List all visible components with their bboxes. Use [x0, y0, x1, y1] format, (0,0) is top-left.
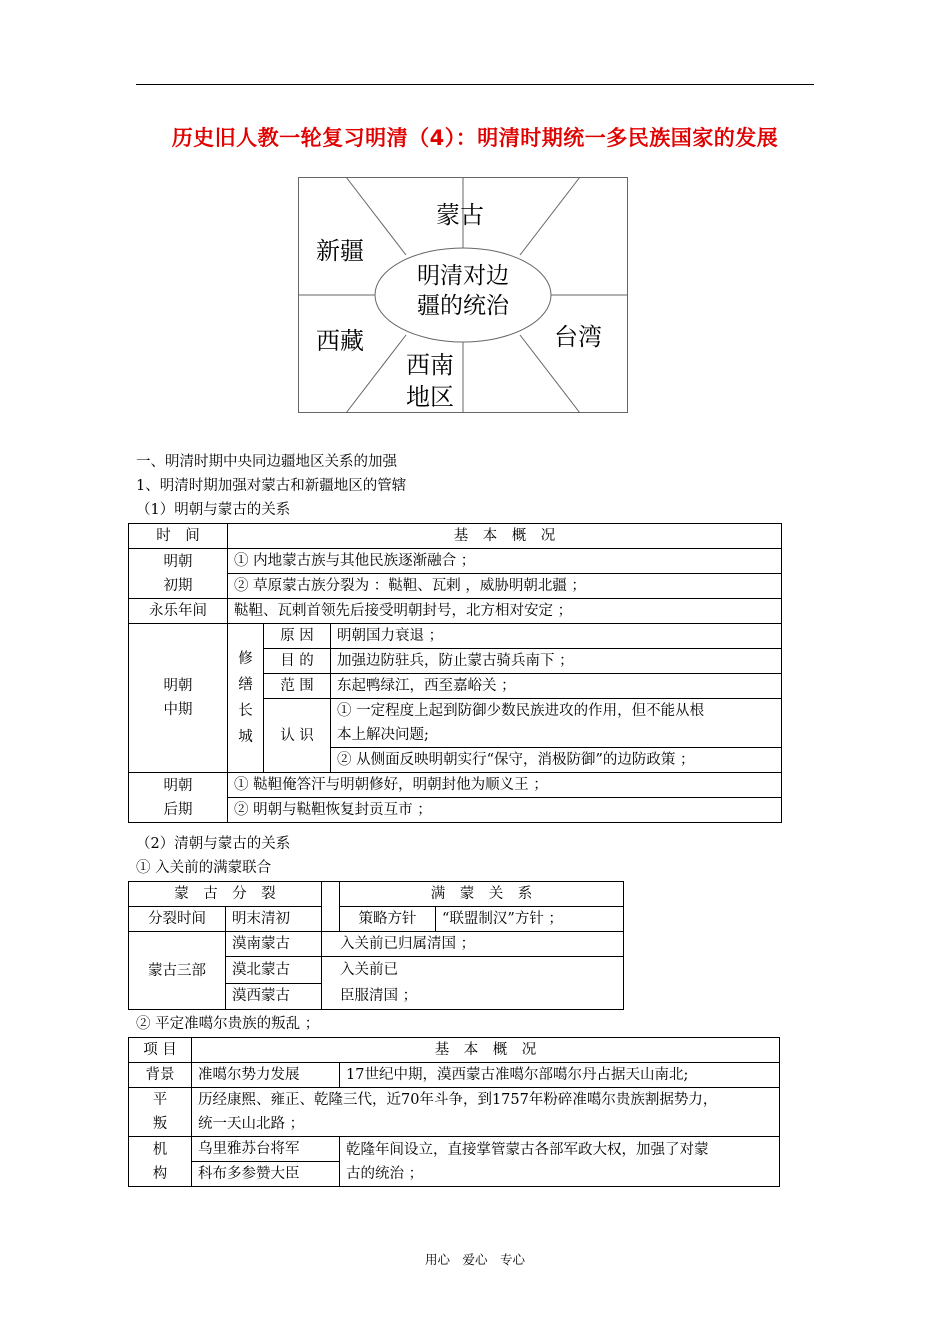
split-time: 明末清初 [226, 907, 322, 932]
table-row [129, 773, 782, 798]
period-yongle: 永乐年间 [129, 599, 228, 624]
table-row [129, 907, 624, 932]
header-item: 项 目 [129, 1038, 192, 1063]
view-point-a: ① 一定程度上起到防御少数民族进攻的作用，但不能从根 本上解决问题; [331, 699, 782, 748]
table-row [129, 624, 782, 649]
pacify-text: 历经康熙、雍正、乾隆三代，近70年斗争，到1757年粉碎准噶尔贵族割据势力， 统一天山北路 ； [192, 1088, 780, 1137]
purpose-text: 加强边防驻兵，防止蒙古骑兵南下 ； [331, 649, 782, 674]
table-row [129, 1063, 780, 1088]
org-text: 乾隆年间设立，直接掌管蒙古各部军政大权，加强了对蒙 古的统治 ； [340, 1137, 780, 1187]
org-label: 机 构 [129, 1137, 192, 1187]
header-relation: 满 蒙 关 系 [340, 882, 624, 907]
org-b: 科布多参赞大臣 [192, 1162, 340, 1187]
label-southwest-1: 西南 [406, 351, 454, 379]
early-point-b: ② 草原蒙古族分裂为 ：鞑靼、瓦剌 ，威胁明朝北疆 ； [228, 574, 782, 599]
table2-caption: （2）清朝与蒙古的关系 [136, 836, 291, 852]
item-2-heading: ② 平定准噶尔贵族的叛乱 ； [136, 1016, 320, 1032]
strategy-label: 策略方针 [340, 907, 436, 932]
diagram-center [388, 261, 538, 321]
item-1-heading: ① 入关前的满蒙联合 [136, 860, 272, 876]
north-west-text: 入关前已 臣服清国 ； [322, 957, 624, 1010]
background-label: 背景 [129, 1063, 192, 1088]
background-b: 17世纪中期，漠西蒙古准噶尔部噶尔丹占据天山南北; [340, 1063, 780, 1088]
scope-label: 范 围 [264, 674, 331, 699]
center-line-1: 明清对边 [417, 263, 509, 289]
late-point-b: ② 明朝与鞑靼恢复封贡互市 ； [228, 798, 782, 823]
period-mid: 明朝 中期 [129, 624, 228, 773]
manchu-mongol-table [128, 881, 624, 1010]
scope-text: 东起鸭绿江，西至嘉峪关 ； [331, 674, 782, 699]
header-split: 蒙 古 分 裂 [129, 882, 322, 907]
table1-caption: （1）明朝与蒙古的关系 [136, 502, 291, 518]
subsection-heading: 1、明清时期加强对蒙古和新疆地区的管辖 [136, 478, 407, 494]
period-early: 明朝 初期 [129, 549, 228, 599]
view-label: 认 识 [264, 699, 331, 773]
label-southwest-2: 地区 [406, 383, 454, 411]
reason-label: 原 因 [264, 624, 331, 649]
tribe-north: 漠北蒙古 [226, 957, 322, 984]
label-xinjiang: 新疆 [316, 237, 364, 265]
dzungar-table [128, 1037, 780, 1187]
section-heading: 一、明清时期中央同边疆地区关系的加强 [136, 454, 397, 470]
table-row [129, 932, 624, 957]
table-row [129, 1137, 780, 1162]
page-footer: 用心 爱心 专心 [424, 1252, 525, 1267]
table-row [129, 524, 782, 549]
yongle-text: 鞑靼、瓦剌首领先后接受明朝封号，北方相对安定 ； [228, 599, 782, 624]
table-row [129, 549, 782, 574]
table-row [129, 1088, 780, 1137]
table-row [129, 882, 624, 907]
south-text: 入关前已归属清国 ； [322, 932, 624, 957]
center-line-2: 疆的统治 [417, 293, 509, 319]
great-wall-label: 修 缮 长 城 [228, 624, 264, 773]
header-basic: 基 本 概 况 [192, 1038, 780, 1063]
page-title: 历史旧人教一轮复习明清（4）：明清时期统一多民族国家的发展 [171, 126, 779, 150]
label-tibet: 西藏 [316, 327, 364, 355]
period-late: 明朝 后期 [129, 773, 228, 823]
table-row [129, 599, 782, 624]
tribe-south: 漠南蒙古 [226, 932, 322, 957]
purpose-label: 目 的 [264, 649, 331, 674]
tribe-west: 漠西蒙古 [226, 983, 322, 1010]
three-tribes-label: 蒙古三部 [129, 932, 226, 1010]
ming-mongol-table [128, 523, 782, 823]
background-a: 准噶尔势力发展 [192, 1063, 340, 1088]
late-point-a: ① 鞑靼俺答汗与明朝修好，明朝封他为顺义王 ； [228, 773, 782, 798]
frontier-diagram [298, 177, 628, 413]
pacify-label: 平 叛 [129, 1088, 192, 1137]
header-rule [136, 84, 814, 85]
label-taiwan: 台湾 [554, 323, 602, 351]
header-time: 时 间 [129, 524, 228, 549]
split-time-label: 分裂时间 [129, 907, 226, 932]
early-point-a: ① 内地蒙古族与其他民族逐渐融合 ； [228, 549, 782, 574]
table-row [129, 1038, 780, 1063]
reason-text: 明朝国力衰退 ； [331, 624, 782, 649]
header-basic: 基 本 概 况 [228, 524, 782, 549]
separator [322, 882, 340, 932]
org-a: 乌里雅苏台将军 [192, 1137, 340, 1162]
label-mongolia: 蒙古 [436, 201, 484, 229]
view-point-b: ② 从侧面反映明朝实行“保守，消极防御”的边防政策 ； [331, 748, 782, 773]
strategy-text: “联盟制汉”方针 ； [436, 907, 624, 932]
